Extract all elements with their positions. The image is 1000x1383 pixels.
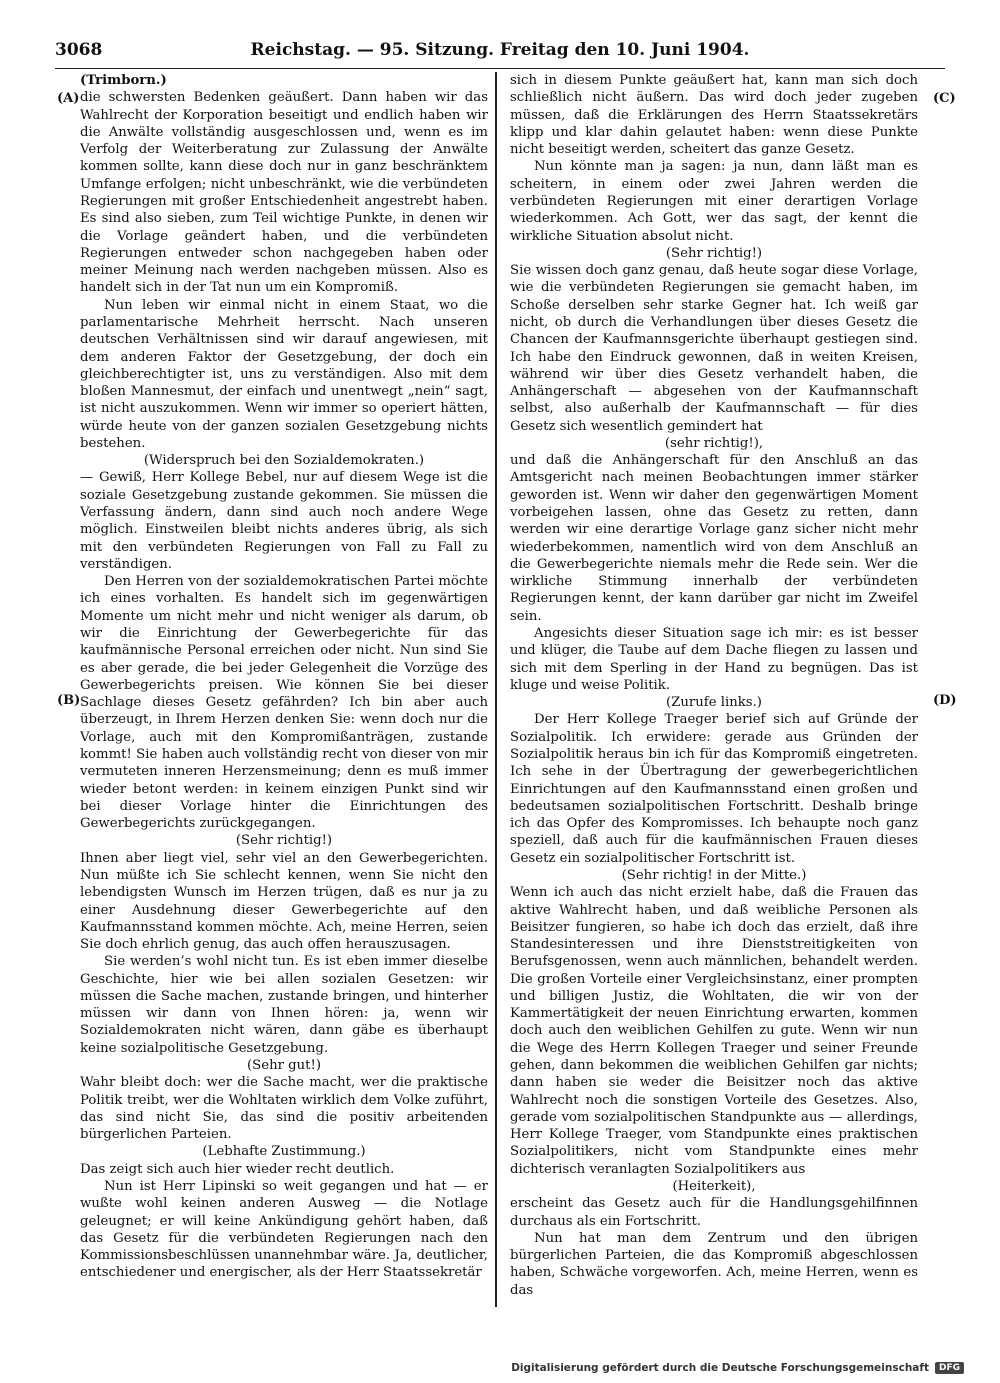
paragraph: die schwersten Bedenken geäußert. Dann haben wir das Wahlrecht der Korporation beseitigt und endlich haben wir die Anwälte vollständig ausgeschlossen und, wenn es im Verfolg der Weiterberatung zur Zulassung der Anwälte kommen sollte, kann diese doch nur in ganz beschränktem Umfange erfolgen; nicht unbeschränkt, wie die verbündeten Regierungen mit großer Entschiedenheit angestrebt haben. Es sind also sieben, zum Teil wichtige Punkte, in denen wir die Vorlage geändert haben, und die verbündeten Regierungen entweder schon nachgegeben haben oder meiner Meinung nach werden nachgeben müssen. Also es handelt sich in der Tat nun um ein Kompromiß. bbox=[80, 90, 488, 296]
paragraph: Nun leben wir einmal nicht in einem Staat, wo die parlamentarische Mehrheit herrscht. Nach unseren deutschen Verhältnissen sind wir darauf angewiesen, mit dem anderen Faktor der Gesetzgebung, der doch ein gleichberechtigter ist, uns zu verständigen. Also mit dem bloßen Mannesmut, der einfach und unentwegt „nein“ sagt, ist nicht auszukommen. Wenn wir immer so operiert hätten, würde heute von der ganzen sozialen Gesetzgebung nichts bestehen. bbox=[80, 297, 488, 451]
paragraph: Wahr bleibt doch: wer die Sache macht, wer die praktische Politik treibt, wer die Wohltaten wirklich dem Volke zuführt, das sind nicht Sie, das sind die positiv arbeitenden bürgerlichen Parteien. bbox=[80, 1075, 488, 1143]
paragraph: Der Herr Kollege Traeger berief sich auf Gründe der Sozialpolitik. Ich erwidere: gerade aus Gründen der Sozialpolitik heraus bin ich für das Kompromiß eingetreten. Ich sehe in der Übertragung der gewerbegerichtlichen Einrichtungen auf den Kaufmannsstand einen großen und bedeutsamen sozialpolitischen Fortschritt. Deshalb bringe ich das Opfer des Kompromisses. Ich behaupte noch ganz speziell, daß auch für die kaufmännischen Frauen dieses Gesetz ein sozialpolitischer Fortschritt ist. bbox=[510, 712, 918, 866]
margin-marker-b: (B) bbox=[57, 693, 81, 708]
column-divider bbox=[495, 72, 497, 1307]
page-header bbox=[55, 40, 945, 66]
left-column bbox=[80, 72, 488, 1282]
paragraph: Den Herren von der sozialdemokratischen Partei möchte ich eines vorhalten. Es handelt sich im gegenwärtigen Momente um nicht mehr und nicht weniger als darum, ob wir die Einrichtung der Gewerbegerichte für das kaufmännische Personal erreichen oder nicht. Nun sind Sie es aber gerade, die bei jeder Gelegenheit die Vorzüge des Gewerbegerichts preisen. Wie können Sie bei dieser Sachlage dieses Gesetz gefährden? Ich bin aber auch überzeugt, in Ihrem Herzen denken Sie: wenn doch nur die Vorlage, auch mit den Kompromißanträgen, zustande kommt! Sie haben auch vollständig recht von dieser von mir vermuteten inneren Herzensmeinung; denn es muß immer wieder betont werden: in keinem einzigen Punkt sind wir bei dieser Vorlage hinter die Einrichtungen des Gewerbegerichts zurückgegangen. bbox=[80, 574, 488, 832]
interjection: (Zurufe links.) bbox=[666, 695, 762, 711]
paragraph: und daß die Anhängerschaft für den Anschluß an das Amtsgericht nach meinen Beobachtungen immer stärker geworden ist. Wenn wir daher den gegenwärtigen Moment vorbeigehen lassen, ohne das Gesetz zu retten, dann werden wir eine derartige Vorlage ganz sicher nicht mehr wiederbekommen, namentlich wird von dem Anschluß an die Gewerbegerichte niemals mehr die Rede sein. Wer die wirkliche Stimmung innerhalb der verbündeten Regierungen kennt, der kann darüber gar nicht im Zweifel sein. bbox=[510, 453, 918, 624]
interjection: (Sehr richtig!) bbox=[235, 833, 333, 849]
digitization-credit bbox=[511, 1362, 964, 1374]
interjection: (Sehr richtig! in der Mitte.) bbox=[621, 867, 807, 883]
paragraph: Das zeigt sich auch hier wieder recht deutlich. bbox=[80, 1161, 395, 1177]
paragraph: Nun ist Herr Lipinski so weit gegangen und hat — er wußte wohl keinen anderen Ausweg — die Notlage geleugnet; er will keine Ankündigung gehört haben, daß das Gesetz für die verbündeten Regierungen nach den Kommissionsbeschlüssen unannehmbar wäre. Ja, deutlicher, entschiedener und energischer, als der Herr Staatssekretär bbox=[80, 1179, 488, 1281]
paragraph: Sie werden’s wohl nicht tun. Es ist eben immer dieselbe Geschichte, hier wie bei allen sozialen Gesetzen: wir müssen die Sache machen, zustande bringen, und hinterher müssen wir dann von Ihnen hören: ja, wenn wir Sozialdemokraten nicht wären, dann gäbe es überhaupt keine sozialpolitische Gesetzgebung. bbox=[80, 954, 488, 1056]
margin-marker-c: (C) bbox=[933, 91, 956, 106]
margin-marker-a: (A) bbox=[57, 91, 80, 106]
page-number: 3068 bbox=[55, 40, 103, 60]
running-title: Reichstag. — 95. Sitzung. Freitag den 10. Juni 1904. bbox=[250, 40, 750, 60]
interjection: (Sehr gut!) bbox=[246, 1058, 321, 1074]
paragraph: — Gewiß, Herr Kollege Bebel, nur auf diesem Wege ist die soziale Gesetzgebung zustande gekommen. Sie müssen die Verfassung ändern, dann sind auch noch andere Wege möglich. Einstweilen bleibt nichts anderes übrig, als sich mit den verbündeten Regierungen von Fall zu Fall zu verständigen. bbox=[80, 470, 488, 572]
interjection: (Heiterkeit), bbox=[672, 1179, 756, 1194]
dfg-logo: DFG bbox=[935, 1362, 964, 1374]
credit-text: Digitalisierung gefördert durch die Deutsche Forschungsgemeinschaft bbox=[511, 1362, 929, 1374]
paragraph: Angesichts dieser Situation sage ich mir: es ist besser und klüger, die Taube auf dem Dache fliegen zu lassen und sich mit dem Sperling in der Hand zu begnügen. Das ist kluge und weise Politik. bbox=[510, 626, 918, 693]
paragraph: erscheint das Gesetz auch für die Handlungsgehilfinnen durchaus als ein Fortschritt. bbox=[510, 1196, 918, 1229]
interjection: (Widerspruch bei den Sozialdemokraten.) bbox=[143, 453, 425, 469]
interjection: (Lebhafte Zustimmung.) bbox=[202, 1144, 366, 1160]
margin-marker-d: (D) bbox=[933, 693, 957, 708]
interjection: (sehr richtig!), bbox=[664, 435, 764, 451]
paragraph: sich in diesem Punkte geäußert hat, kann man sich doch schließlich nicht äußern. Das wird doch jeder zugeben müssen, daß die Erklärungen des Herrn Staatssekretärs klipp und klar dahin gelautet haben: wenn diese Punkte nicht beseitigt werden, scheitert das ganze Gesetz. bbox=[510, 73, 918, 158]
paragraph: Nun hat man dem Zentrum und den übrigen bürgerlichen Parteien, die das Kompromiß abgeschlossen haben, Schwäche vorgeworfen. Ach, meine Herren, wenn es das bbox=[510, 1230, 918, 1298]
paragraph: Wenn ich auch das nicht erzielt habe, daß die Frauen das aktive Wahlrecht haben, und daß weibliche Personen als Beisitzer fungieren, so habe ich doch das erzielt, daß ihre Standesinteressen und ihre Dienststreitigkeiten von Berufsgenossen, wenn auch männlichen, behandelt werden. Die großen Vorteile einer Vergleichsinstanz, einer prompten und billigen Justiz, die Wohltaten, die wir von der Kammertätigkeit der neuen Einrichtung erwarten, kommen doch auch den weiblichen Gehilfen zu gute. Wenn wir nun die Wege des Herrn Kollegen Traeger und seiner Freunde gehen, dann bekommen die weiblichen Gehilfen gar nichts; dann haben sie weder die Beisitzer noch das aktive Wahlrecht noch die sonstigen Vorteile des Gesetzes. Also, gerade vom sozialpolitischen Standpunkte aus — allerdings, Herr Kollege Traeger, vom Standpunkte eines praktischen Sozialpolitikers, nicht vom Standpunkte eines mehr dichterisch veranlagten Sozialpolitikers aus bbox=[510, 885, 918, 1177]
speaker-label: (Trimborn.) bbox=[80, 73, 167, 88]
paragraph: Nun könnte man ja sagen: ja nun, dann läßt man es scheitern, in einem oder zwei Jahren werden die verbündeten Regierungen mit einer derartigen Vorlage wiederkommen. Ach Gott, wer das sagt, der kennt die wirkliche Situation absolut nicht. bbox=[510, 159, 918, 244]
right-column bbox=[510, 72, 918, 1299]
header-rule bbox=[55, 68, 945, 69]
paragraph: Ihnen aber liegt viel, sehr viel an den Gewerbegerichten. Nun müßte ich Sie schlecht kennen, wenn Sie nicht den lebendigsten Wunsch im Herzen trügen, daß es nur ja zu einer Ausdehnung dieser Gewerbegerichte auf den Kaufmannsstand kommen möchte. Ach, meine Herren, seien Sie doch ehrlich genug, das auch offen herauszusagen. bbox=[80, 850, 488, 953]
paragraph: Sie wissen doch ganz genau, daß heute sogar diese Vorlage, wie die verbündeten Regierungen sie gemacht haben, im Schoße derselben sehr starke Gegner hat. Ich weiß gar nicht, ob durch die Verhandlungen über dieses Gesetz die Chancen der Kaufmannsgerichte überhaupt gestiegen sind. Ich habe den Eindruck gewonnen, daß in weiten Kreisen, während wir über dies Gesetz verhandelt haben, die Anhängerschaft — abgesehen von der Kaufmannschaft selbst, also außerhalb der Kaufmannschaft — für dies Gesetz sich wesentlich gemindert hat bbox=[510, 263, 918, 434]
interjection: (Sehr richtig!) bbox=[665, 245, 763, 261]
